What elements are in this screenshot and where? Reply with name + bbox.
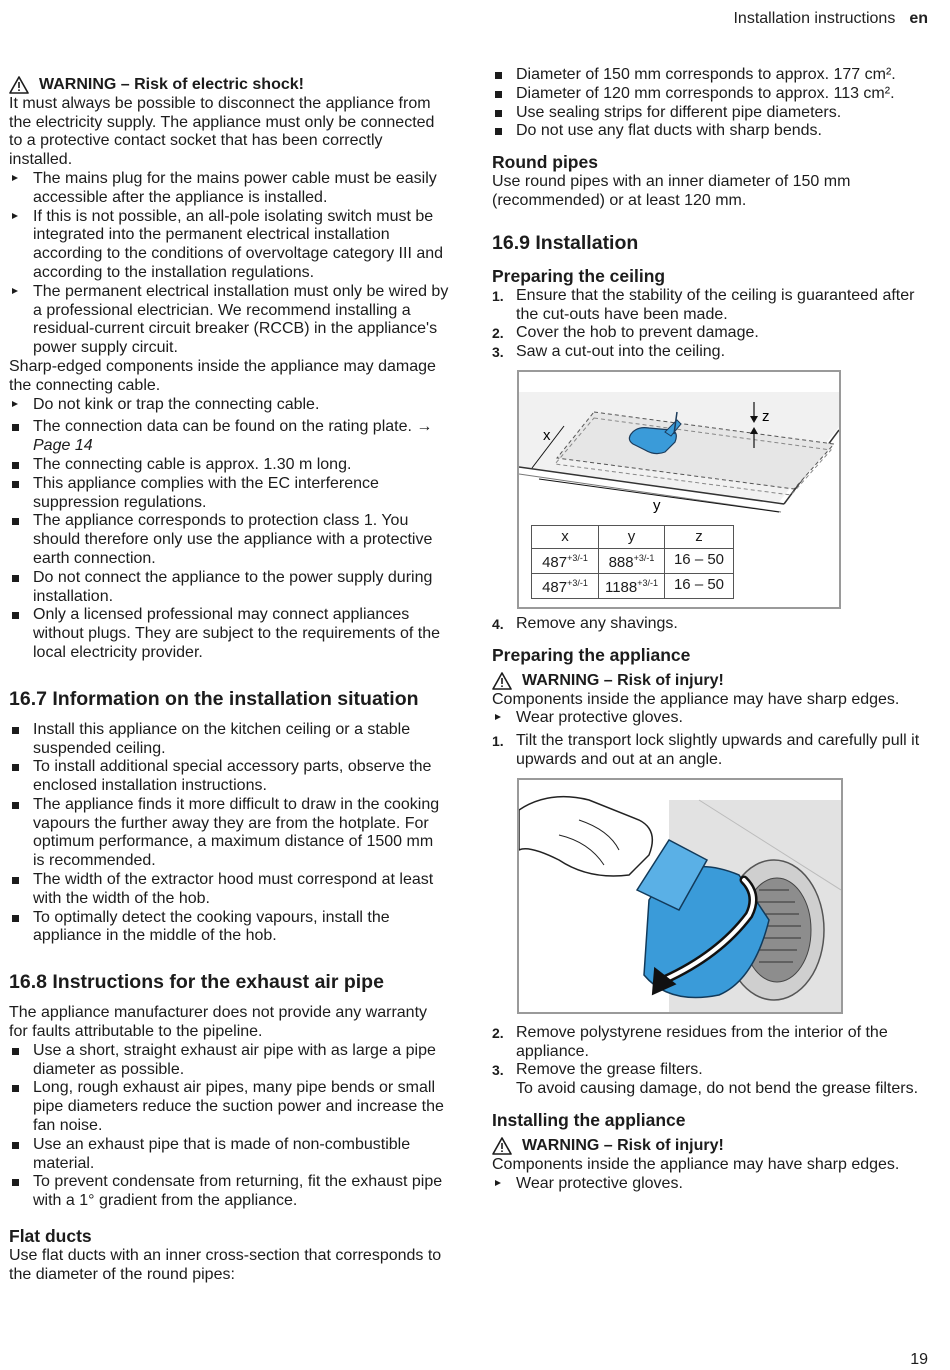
list-item: Wear protective gloves. xyxy=(492,709,932,728)
table-row xyxy=(532,548,734,573)
dimension-label-y: y xyxy=(653,496,661,514)
dimension-label-z: z xyxy=(762,407,770,425)
subheading-flat-ducts: Flat ducts xyxy=(9,1226,92,1247)
list-item: The connecting cable is approx. 1.30 m long. xyxy=(9,456,449,475)
transport-lock-drawing xyxy=(519,780,841,1012)
section-heading-16-8: 16.8 Instructions for the exhaust air pipe xyxy=(9,971,384,994)
list-item: Only a licensed professional may connect appliances without plugs. They are subject to the requirements of the local electricity provider. xyxy=(9,606,449,662)
list-item: 2. Cover the hob to prevent damage. xyxy=(492,324,759,342)
table-cell: $487^{+3/-1}$ xyxy=(532,548,599,573)
warning-heading-injury-2: WARNING – Risk of injury! xyxy=(492,1137,932,1156)
table-cell: $1188^{+3/-1}$ xyxy=(599,573,665,598)
list-item: The permanent electrical installation must only be wired by a professional electrician. We recommend installing a residual-current circuit breaker (RCCB) in the appliance's power supply circuit. xyxy=(9,283,449,358)
dimension-table xyxy=(531,525,734,599)
subheading-installing-appliance: Installing the appliance xyxy=(492,1109,686,1130)
warning-triangle-icon xyxy=(492,672,512,690)
warning-steps xyxy=(492,709,932,728)
table-header-y: y xyxy=(599,525,665,548)
list-item: Diameter of 150 mm corresponds to approx. 177 cm². xyxy=(492,66,932,85)
list-item: Use an exhaust pipe that is made of non-combustible material. xyxy=(9,1136,449,1174)
list-item: This appliance complies with the EC interference suppression regulations. xyxy=(9,475,449,513)
page-reference-link[interactable]: → Page 14 xyxy=(33,418,433,455)
flat-duct-bullets xyxy=(492,66,932,141)
list-item: 4. Remove any shavings. xyxy=(492,614,678,632)
list-item: 1. Ensure that the stability of the ceiling is guaranteed after the cut-outs have been made. xyxy=(492,286,915,323)
table-row xyxy=(532,525,734,548)
table-cell: $888^{+3/-1}$ xyxy=(599,548,665,573)
table-cell: 16 – 50 xyxy=(665,573,734,598)
list-item: Do not connect the appliance to the power supply during installation. xyxy=(9,569,449,607)
warning-triangle-icon xyxy=(492,1137,512,1155)
list-item: 2. Remove polystyrene residues from the interior of the appliance. xyxy=(492,1023,888,1060)
list-item: 3. Saw a cut-out into the ceiling. xyxy=(492,343,726,361)
subheading-preparing-appliance: Preparing the appliance xyxy=(492,644,691,665)
header-language: en xyxy=(909,10,928,27)
right-column xyxy=(492,66,932,1193)
list-item: Use sealing strips for different pipe diameters. xyxy=(492,104,932,123)
subheading-preparing-ceiling: Preparing the ceiling xyxy=(492,265,666,286)
list-item: 3. Remove the grease filters. To avoid causing damage, do not bend the grease filters. xyxy=(492,1061,919,1098)
list-item: To optimally detect the cooking vapours, install the appliance in the middle of the hob. xyxy=(9,909,449,947)
ceiling-step-4 xyxy=(492,615,932,634)
warning-text: Components inside the appliance may have sharp edges. xyxy=(492,690,900,708)
subheading-round-pipes: Round pipes xyxy=(492,152,598,173)
page-header xyxy=(733,10,928,29)
warning-heading-electric-shock: WARNING – Risk of electric shock! xyxy=(9,76,449,95)
transport-lock-figure xyxy=(517,778,843,1014)
warning-text: Components inside the appliance may have sharp edges. xyxy=(492,1155,900,1173)
warning-steps xyxy=(9,170,449,358)
round-pipes-text: Use round pipes with an inner diameter of 150 mm (recommended) or at least 120 mm. xyxy=(492,173,851,209)
list-item: The width of the extractor hood must correspond at least with the width of the hob. xyxy=(9,871,449,909)
list-item: 1. Tilt the transport lock slightly upwards and carefully pull it upwards and out at an angle. xyxy=(492,732,920,768)
list-item: The appliance corresponds to protection class 1. You should therefore only use the appliance with a protective earth connection. xyxy=(9,512,449,568)
list-item: Install this appliance on the kitchen ceiling or a stable suspended ceiling. xyxy=(9,721,449,759)
list-item: The connection data can be found on the rating plate. → Page 14 xyxy=(9,418,449,456)
section-heading-16-7: 16.7 Information on the installation situation xyxy=(9,687,419,710)
warning-text-2: Sharp-edged components inside the appliance may damage the connecting cable. xyxy=(9,357,436,394)
left-column xyxy=(9,66,449,1285)
list-item: The appliance finds it more difficult to draw in the cooking vapours the further away they are from the hotplate. For optimum performance, a maximum distance of 1500 mm is recommended. xyxy=(9,796,449,871)
dimension-label-x: x xyxy=(543,426,551,444)
list-item: The mains plug for the mains power cable must be easily accessible after the appliance is installed. xyxy=(9,170,449,208)
list-item: Wear protective gloves. xyxy=(492,1175,932,1194)
warning-heading-injury: WARNING – Risk of injury! xyxy=(492,672,932,691)
list-item: Diameter of 120 mm corresponds to approx. 113 cm². xyxy=(492,85,932,104)
table-header-x: x xyxy=(532,525,599,548)
warning-steps-2 xyxy=(9,396,449,415)
page-number: 19 xyxy=(910,1351,928,1368)
exhaust-bullets xyxy=(9,1042,449,1211)
list-item: If this is not possible, an all-pole isolating switch must be integrated into the permanent electrical installation according to the conditions of overvoltage category III and according to the installation regulations. xyxy=(9,208,449,283)
table-row xyxy=(532,573,734,598)
appliance-steps-2-3 xyxy=(492,1024,932,1099)
list-item: Long, rough exhaust air pipes, many pipe bends or small pipe diameters reduce the suction power and increase the fan noise. xyxy=(9,1079,449,1135)
section-heading-16-9: 16.9 Installation xyxy=(492,231,639,254)
installation-situation-bullets xyxy=(9,721,449,947)
list-item: To prevent condensate from returning, fit the exhaust pipe with a 1° gradient from the appliance. xyxy=(9,1173,449,1211)
warning-text: It must always be possible to disconnect the appliance from the electricity supply. The appliance must only be connected to a protective contact socket that has been correctly installed. xyxy=(9,94,435,169)
table-cell: 16 – 50 xyxy=(665,548,734,573)
header-title: Installation instructions xyxy=(733,10,896,27)
table-header-z: z xyxy=(665,525,734,548)
appliance-step-1 xyxy=(492,732,932,770)
list-item: Use a short, straight exhaust air pipe with as large a pipe diameter as possible. xyxy=(9,1042,449,1080)
warning-triangle-icon xyxy=(9,76,29,94)
table-cell: $487^{+3/-1}$ xyxy=(532,573,599,598)
list-item: Do not use any flat ducts with sharp bends. xyxy=(492,122,932,141)
list-item: Do not kink or trap the connecting cable. xyxy=(9,396,449,415)
warning-steps xyxy=(492,1175,932,1194)
exhaust-intro: The appliance manufacturer does not provide any warranty for faults attributable to the pipeline. xyxy=(9,1004,428,1041)
ceiling-cutout-figure xyxy=(517,370,841,609)
ceiling-steps xyxy=(492,287,932,362)
connection-bullets xyxy=(9,418,449,662)
flat-ducts-text: Use flat ducts with an inner cross-section that corresponds to the diameter of the round pipes: xyxy=(9,1247,442,1283)
list-item: To install additional special accessory parts, observe the enclosed installation instructions. xyxy=(9,758,449,796)
